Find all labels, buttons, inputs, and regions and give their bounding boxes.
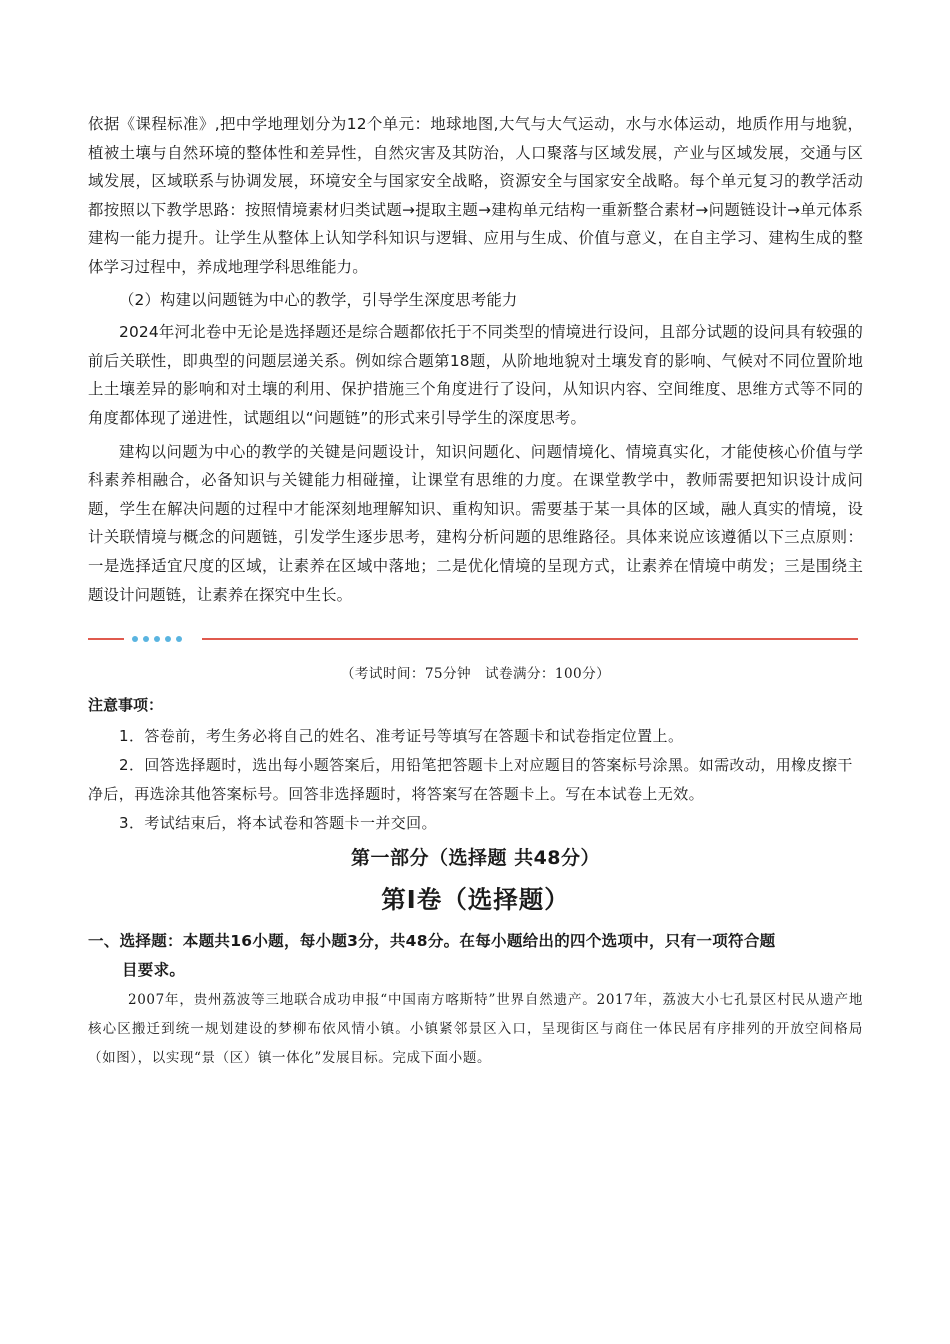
divider-dot xyxy=(132,636,138,642)
question-instruction xyxy=(88,927,863,985)
intro-paragraph-hebei: 2024年河北卷中无论是选择题还是综合题都依托于不同类型的情境进行设问，且部分试题的设问具有较强的前后关联性，即典型的问题层递关系。例如综合题第18题，从阶地地貌对土壤发育的影响、气候对不同位置阶地上土壤差异的影响和对土壤的利用、保护措施三个角度进行了设问，从知识内容、空间维度、思维方式等不同的角度都体现了递进性，试题组以“问题链”的形式来引导学生的深度思考。 xyxy=(88,323,863,427)
note-item: 2．回答选择题时，选出每小题答案后，用铅笔把答题卡上对应题目的答案标号涂黑。如需改动，用橡皮擦干净后，再选涂其他答案标号。回答非选择题时，将答案写在答题卡上。写在本试卷上无效。 xyxy=(88,756,853,803)
divider-dot xyxy=(143,636,149,642)
intro-paragraph-problem-teaching: 建构以问题为中心的教学的关键是问题设计，知识问题化、问题情境化、情境真实化，才能使核心价值与学科素养相融合，必备知识与关键能力相碰撞，让课堂有思维的力度。在课堂教学中，教师需要把知识设计成问题，学生在解决问题的过程中才能深刻地理解知识、重构知识。需要基于某一具体的区域，融人真实的情境，设计关联情境与概念的问题链，引发学生逐步思考，建构分析问题的思维路径。具体来说应该遵循以下三点原则：一是选择适宜尺度的区域，让素养在区域中落地；二是优化情境的呈现方式，让素养在情境中萌发；三是围绕主题设计问题链，让素养在探究中生长。 xyxy=(88,442,863,604)
divider-line-left xyxy=(88,638,124,640)
note-item: 1．答卷前，考生务必将自己的姓名、准考证号等填写在答题卡和试卷指定位置上。 xyxy=(119,727,684,745)
note-item: 3．考试结束后，将本试卷和答题卡一并交回。 xyxy=(119,814,437,832)
divider-dot xyxy=(176,636,182,642)
divider-dot xyxy=(165,636,171,642)
intro-paragraph-units: 依据《课程标准》,把中学地理划分为12个单元：地球地图,大气与大气运动，水与水体运动，地质作用与地貌，植被土壤与自然环境的整体性和差异性，自然灾害及其防治，人口聚落与区域发展，产业与区域发展，交通与区域发展，区域联系与协调发展，环境安全与国家安全战略，资源安全与国家安全战略。每个单元复习的教学活动都按照以下教学思路：按照情境素材归类试题→提取主题→建构单元结构一重新整合素材→问题链设计→单元体系建构一能力提升。让学生从整体上认知学科知识与逻辑、应用与生成、价值与意义，在自主学习、建构生成的整体学习过程中，养成地理学科思维能力。 xyxy=(88,115,863,276)
intro-paragraph-heading: （2）构建以问题链为中心的教学，引导学生深度思考能力 xyxy=(119,290,518,309)
notes-title: 注意事项： xyxy=(88,696,164,714)
question-material: 2007年，贵州荔波等三地联合成功申报“中国南方喀斯特”世界自然遗产。2017年，荔波大小七孔景区村民从遗产地核心区搬迁到统一规划建设的梦柳布依风情小镇。小镇紧邻景区入口，呈现街区与商住一体民居有序排列的开放空间格局（如图），以实现“景（区）镇一体化”发展目标。完成下面小题。 xyxy=(88,992,863,1066)
section-title: 第Ⅰ卷（选择题） xyxy=(381,885,570,914)
notes-section xyxy=(88,694,863,838)
divider-line-right xyxy=(202,638,858,640)
divider-dot xyxy=(154,636,160,642)
exam-info: （考试时间：75分钟 试卷满分：100分） xyxy=(340,666,611,682)
intro-section xyxy=(88,110,863,609)
section-divider xyxy=(88,630,858,648)
question-instruction-line1: 一、选择题：本题共16小题，每小题3分，共48分。在每小题给出的四个选项中，只有一项符合题 xyxy=(88,932,776,950)
divider-dots xyxy=(132,633,182,642)
part-title: 第一部分（选择题 共48分） xyxy=(350,847,601,869)
question-instruction-line2: 目要求。 xyxy=(122,961,186,979)
